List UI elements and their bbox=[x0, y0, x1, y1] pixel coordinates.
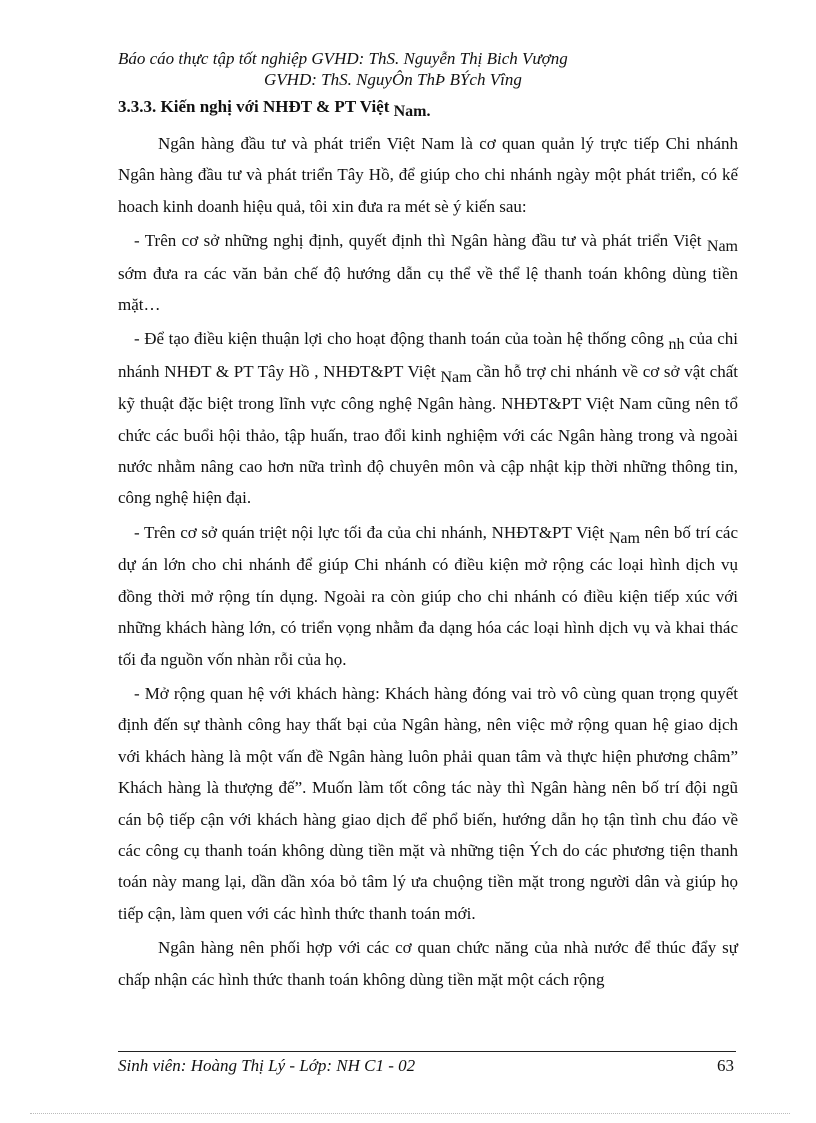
paragraph-subscript-word: Nam bbox=[706, 238, 738, 256]
paragraph-recommendation-2 bbox=[118, 323, 738, 513]
paragraph-text: cần hỗ trợ chi nhánh về cơ sở vật chất kỹ thuật đặc biệt trong lĩnh vực công nghệ Ngân hàng. NHĐT&PT Việt Nam cũng nên tổ chức các buổi hội thảo, tập huấn, trao đổi kinh nghiệm với các Ngân hàng trong và ngoài nước nhằm nâng cao hơn nữa trình độ chuyên môn và cập nhật kịp thời những thông tin, công nghệ hiện đại. bbox=[118, 361, 738, 508]
paragraph-subscript-word: nh bbox=[668, 336, 685, 354]
footer-divider bbox=[118, 1051, 736, 1052]
running-header bbox=[118, 48, 718, 90]
paragraph-text: Ngân hàng nên phối hợp với các cơ quan chức năng của nhà nước để thúc đẩy sự chấp nhận các hình thức thanh toán không dùng tiền mặt một cách rộng bbox=[118, 938, 738, 989]
paragraph-text: của chi nhánh NHĐT & PT Tây Hồ , NHĐT&PT Việt bbox=[118, 329, 738, 381]
paragraph-recommendation-4 bbox=[118, 678, 738, 929]
header-line-1: Báo cáo thực tập tốt nghiệp GVHD: ThS. Nguyễn Thị Bich Vượng bbox=[118, 49, 568, 68]
paragraph-intro bbox=[118, 128, 738, 222]
paragraph-recommendation-3 bbox=[118, 517, 738, 675]
page-edge-divider bbox=[30, 1113, 790, 1114]
paragraph-text: sớm đưa ra các văn bản chế độ hướng dẫn cụ thể về thể lệ thanh toán không dùng tiền mặt… bbox=[118, 263, 738, 315]
paragraph-text: nên bố trí các dự án lớn cho chi nhánh để giúp Chi nhánh có điều kiện mở rộng các loại hình dịch vụ đồng thời mở rộng tín dụng. Ngoài ra còn giúp cho chi nhánh có điều kiện tiếp xúc với những khách hàng lớn, có triển vọng nhằm đa dạng hóa các loại hình dịch vụ và khai thác tối đa nguồn vốn nhàn rỗi của họ. bbox=[118, 522, 738, 669]
body-text bbox=[118, 128, 738, 995]
paragraph-subscript-word: Nam bbox=[440, 368, 472, 386]
section-heading-suffix: Nam. bbox=[393, 103, 431, 120]
section-heading-text: 3.3.3. Kiến nghị với NHĐT & PT Việt bbox=[118, 97, 394, 116]
header-line-2: GVHD: ThS. NguyÔn ThÞ BÝch Vîng bbox=[264, 70, 522, 89]
paragraph-subscript-word: Nam bbox=[608, 529, 640, 547]
paragraph-text: - Trên cơ sở những nghị định, quyết định thì Ngân hàng đầu tư và phát triển Việt bbox=[134, 231, 707, 251]
paragraph-text: - Mở rộng quan hệ với khách hàng: Khách hàng đóng vai trò vô cùng quan trọng quyết định đến sự thành công hay thất bại của Ngân hàng, nên việc mở rộng quan hệ giao dịch với khách hàng là một vấn đề Ngân hàng luôn phải quan tâm và thực hiện phương châm” Khách hàng là thượng đế”. Muốn làm tốt công tác này thì Ngân hàng nên bố trí đội ngũ cán bộ tiếp cận với khách hàng giao dịch để phổ biến, hướng dẫn họ tận tình chu đáo về các công cụ thanh toán không dùng tiền mặt và những tiện Ých do các phương tiện thanh toán này mang lại, dần dần xóa bỏ tâm lý ưa chuộng tiền mặt trong người dân và giúp họ tiếp cận, làm quen với các hình thức thanh toán mới. bbox=[118, 683, 738, 923]
paragraph-text: Ngân hàng đầu tư và phát triển Việt Nam là cơ quan quản lý trực tiếp Chi nhánh Ngân hàng đầu tư và phát triển Tây Hồ, để giúp cho chi nhánh ngày một phát triển, có kế hoach kinh doanh hiệu quả, tôi xin đưa ra mét sè ý kiến sau: bbox=[118, 134, 738, 216]
section-heading bbox=[118, 97, 431, 120]
footer-student-info: Sinh viên: Hoàng Thị Lý - Lớp: NH C1 - 02 bbox=[118, 1056, 416, 1075]
paragraph-closing bbox=[118, 932, 738, 995]
page-number: 63 bbox=[717, 1056, 734, 1075]
running-footer bbox=[118, 1054, 736, 1080]
paragraph-text: - Trên cơ sở quán triệt nội lực tối đa của chi nhánh, NHĐT&PT Việt bbox=[134, 522, 609, 542]
paragraph-recommendation-1 bbox=[118, 225, 738, 320]
paragraph-text: - Để tạo điều kiện thuận lợi cho hoạt động thanh toán của toàn hệ thống công bbox=[134, 329, 669, 349]
